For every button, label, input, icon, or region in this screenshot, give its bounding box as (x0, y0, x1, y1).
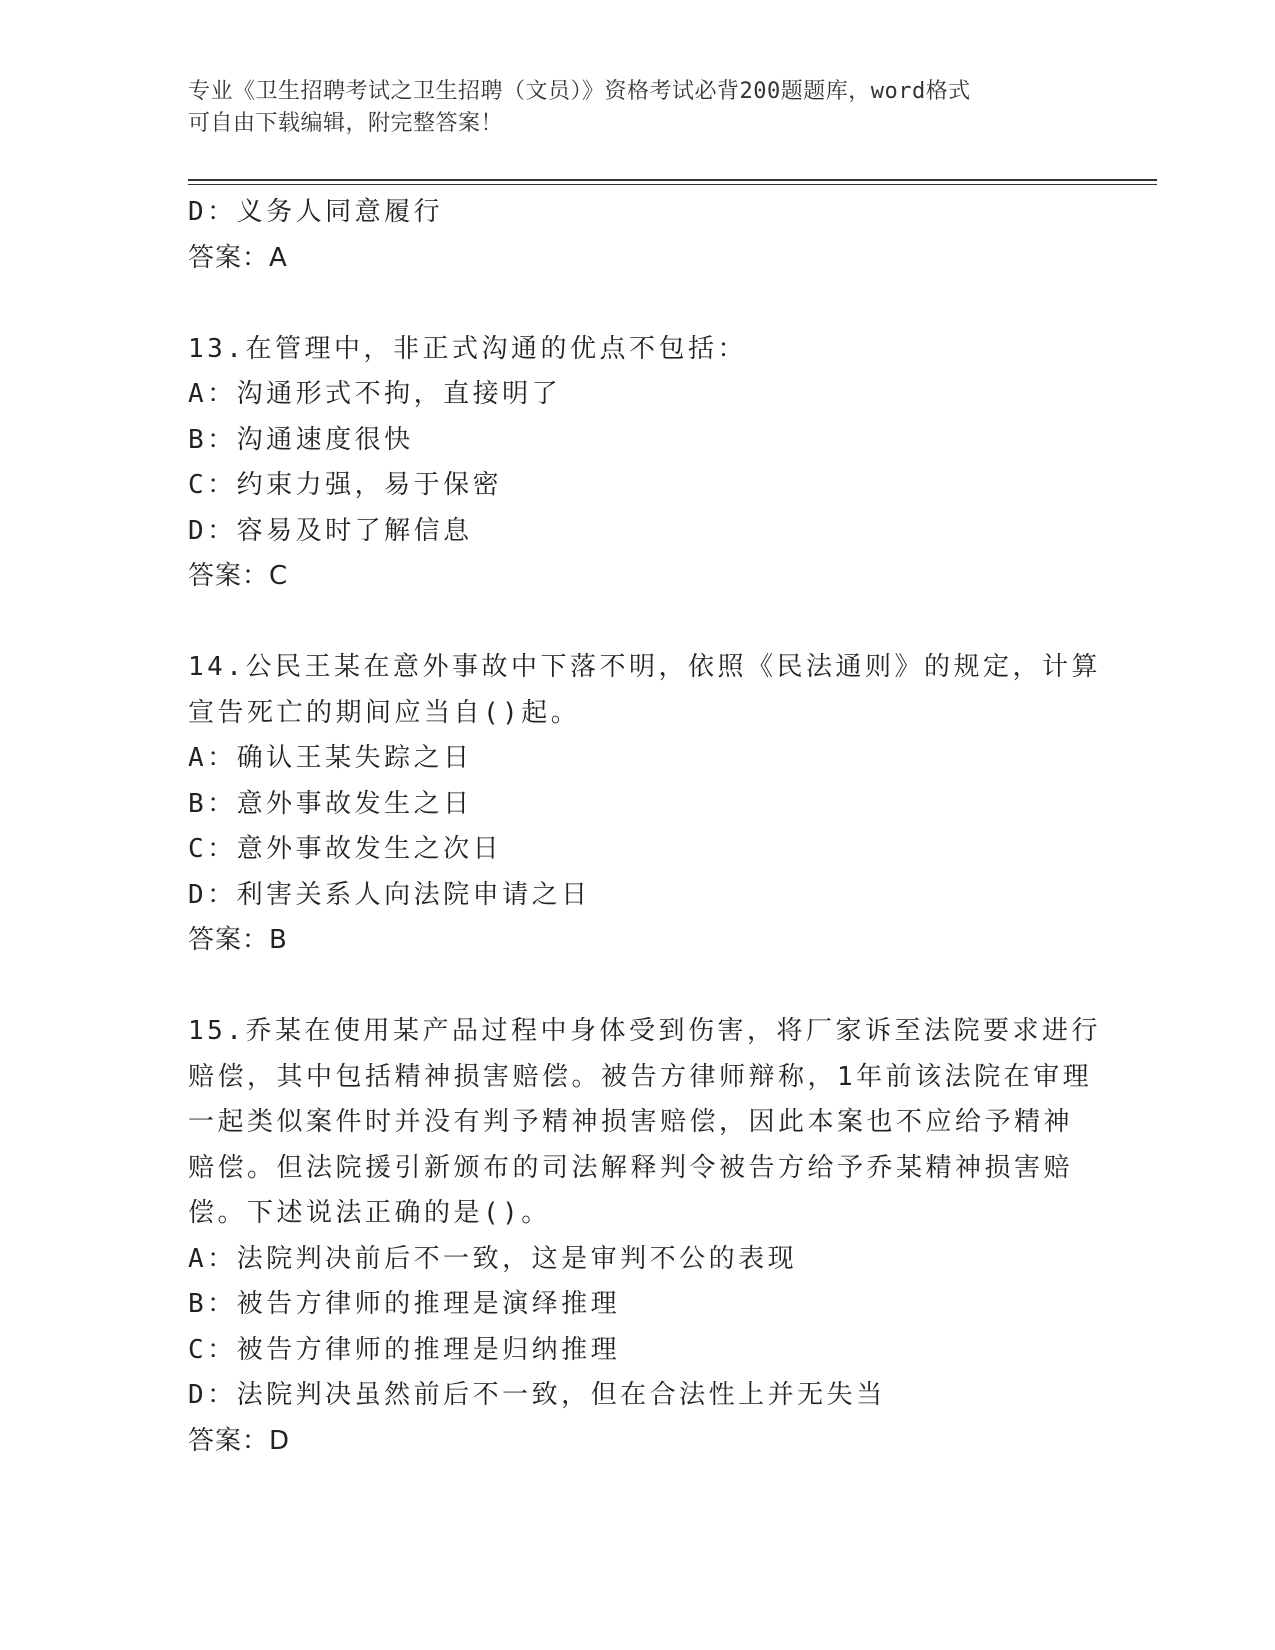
header-line-1: 专业《卫生招聘考试之卫生招聘（文员）》资格考试必背200题题库，word格式 (188, 79, 971, 104)
option-d: D：利害关系人向法院申请之日 (188, 879, 591, 910)
question-stem-line-4: 赔偿。但法院援引新颁布的司法解释判令被告方给予乔某精神损害赔 (188, 1152, 1074, 1183)
question-stem-line-2: 宣告死亡的期间应当自()起。 (188, 697, 581, 728)
option-a: A：沟通形式不拘，直接明了 (188, 379, 562, 409)
question-14 (188, 645, 1101, 964)
answer: 答案：D (188, 1425, 291, 1456)
header-line-2: 可自由下载编辑，附完整答案！ (188, 111, 504, 136)
question-stem-line-1: 14.公民王某在意外事故中下落不明，依照《民法通则》的规定，计算 (188, 652, 1101, 682)
document-header (188, 76, 1068, 140)
option-b: B：被告方律师的推理是演绎推理 (188, 1289, 621, 1319)
continued-answer: 答案：A (188, 242, 288, 273)
continued-option-d: D：义务人同意履行 (188, 197, 444, 227)
option-c: C：意外事故发生之次日 (188, 834, 503, 864)
question-stem-line-2: 赔偿，其中包括精神损害赔偿。被告方律师辩称，1年前该法院在审理 (188, 1061, 1093, 1092)
question-stem: 13.在管理中，非正式沟通的优点不包括： (188, 333, 747, 364)
question-15 (188, 1009, 1101, 1464)
option-b: B：意外事故发生之日 (188, 788, 473, 819)
option-b: B：沟通速度很快 (188, 424, 414, 455)
header-divider-thin (188, 184, 1157, 185)
answer: 答案：B (188, 925, 288, 955)
option-a: A：确认王某失踪之日 (188, 743, 473, 773)
answer: 答案：C (188, 561, 289, 591)
question-stem-line-5: 偿。下述说法正确的是()。 (188, 1198, 551, 1228)
header-divider-thick (188, 179, 1157, 181)
option-d: D：法院判决虽然前后不一致，但在合法性上并无失当 (188, 1380, 886, 1410)
option-c: C：约束力强，易于保密 (188, 470, 503, 500)
option-a: A：法院判决前后不一致，这是审判不公的表现 (188, 1243, 798, 1274)
option-d: D：容易及时了解信息 (188, 515, 473, 546)
question-13 (188, 327, 1088, 600)
question-stem-line-3: 一起类似案件时并没有判予精神损害赔偿，因此本案也不应给予精神 (188, 1107, 1074, 1137)
question-content (188, 190, 1101, 1464)
spacer (188, 281, 1088, 327)
spacer (188, 964, 1088, 1010)
question-stem-line-1: 15.乔某在使用某产品过程中身体受到伤害，将厂家诉至法院要求进行 (188, 1016, 1101, 1046)
option-c: C：被告方律师的推理是归纳推理 (188, 1334, 621, 1365)
spacer (188, 600, 1088, 646)
